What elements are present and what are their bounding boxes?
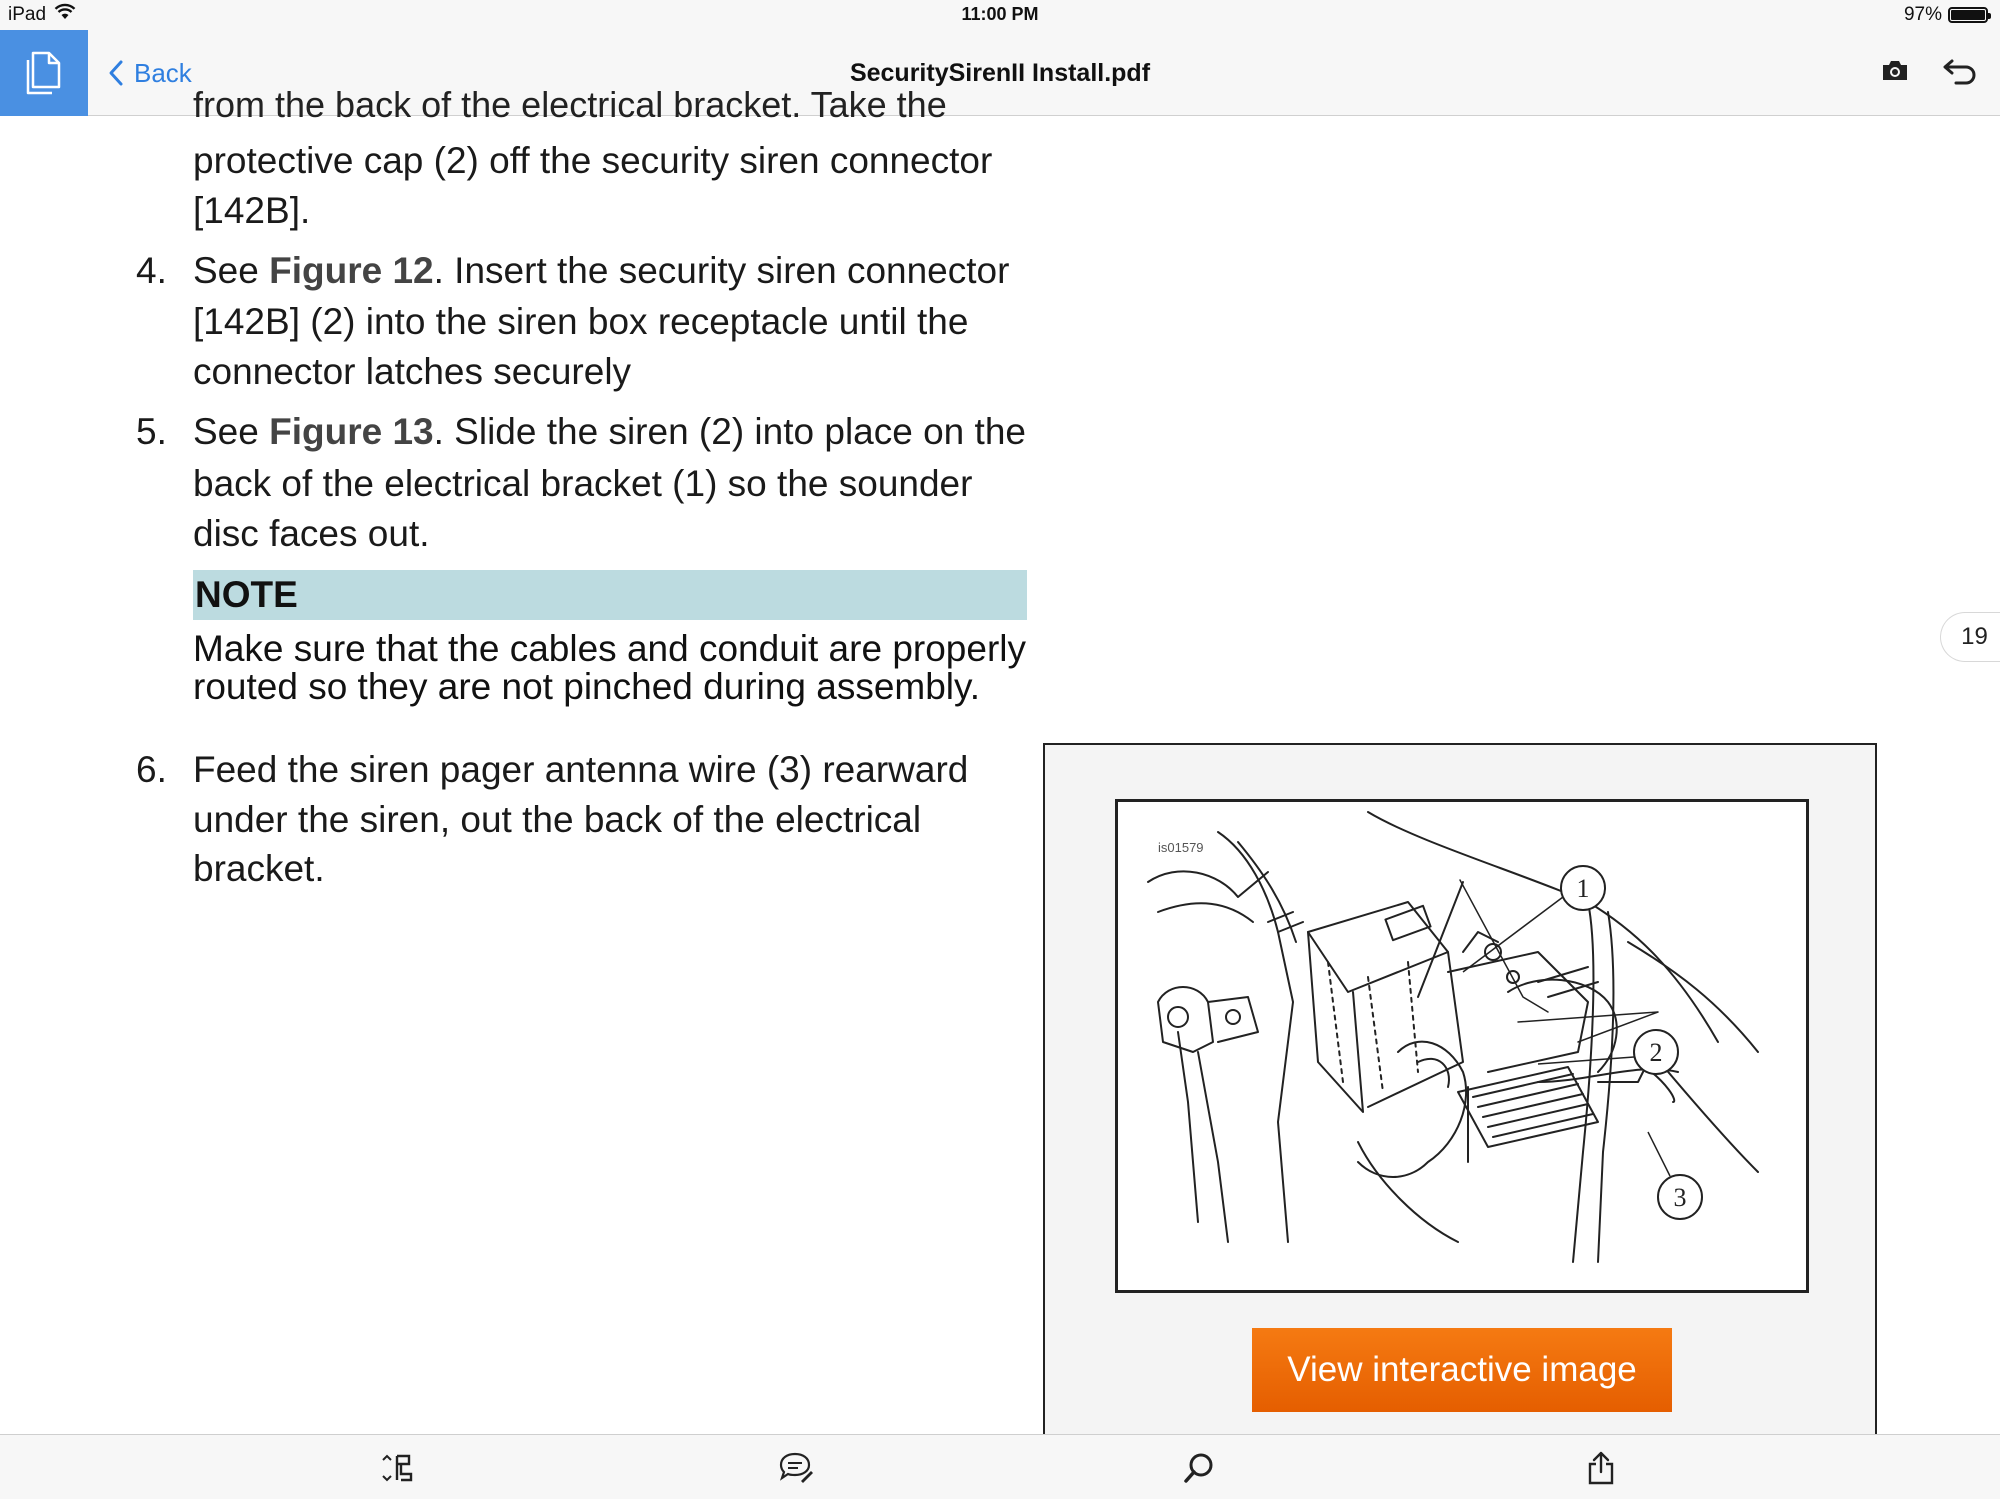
nav-actions bbox=[1880, 30, 1978, 116]
step-4-line-1 bbox=[193, 246, 1009, 296]
share-icon[interactable] bbox=[1578, 1445, 1624, 1491]
status-right bbox=[1904, 4, 1988, 26]
page-number-indicator[interactable]: 19 bbox=[1940, 612, 2000, 662]
status-time: 11:00 PM bbox=[961, 4, 1039, 24]
callout-2 bbox=[1634, 1030, 1678, 1074]
figure-illustration[interactable] bbox=[1115, 799, 1809, 1293]
note-heading: NOTE bbox=[193, 570, 1027, 620]
documents-button[interactable] bbox=[0, 30, 88, 116]
status-bar bbox=[0, 0, 2000, 30]
back-label: Back bbox=[134, 57, 192, 88]
figure-reference[interactable]: Figure 13 bbox=[269, 411, 434, 452]
step-6-line-3: bracket. bbox=[193, 848, 325, 889]
paragraph-line: protective cap (2) off the security siren connector bbox=[193, 140, 993, 181]
note-line: routed so they are not pinched during assembly. bbox=[193, 666, 981, 707]
figure-id-label: is01579 bbox=[1158, 840, 1204, 855]
step-number: 6. bbox=[136, 749, 167, 790]
see-text: See bbox=[193, 250, 270, 291]
document-title: SecuritySirenII Install.pdf bbox=[849, 59, 1151, 87]
step-4-line-3: connector latches securely bbox=[193, 351, 632, 392]
step-6-line-2: under the siren, out the back of the electrical bbox=[193, 799, 922, 840]
callout-label: 3 bbox=[1673, 1183, 1687, 1212]
callout-1 bbox=[1561, 866, 1605, 910]
bottom-toolbar bbox=[0, 1434, 2000, 1499]
callout-label: 1 bbox=[1576, 874, 1590, 903]
siren-installation-drawing bbox=[1118, 802, 1806, 1290]
step-6-line-1: Feed the siren pager antenna wire (3) rearward bbox=[193, 749, 969, 790]
search-icon[interactable] bbox=[1176, 1445, 1222, 1491]
pdf-page[interactable] bbox=[0, 84, 2000, 1434]
callout-3 bbox=[1658, 1175, 1702, 1219]
outline-icon[interactable] bbox=[374, 1445, 420, 1491]
battery-percent: 97% bbox=[1903, 4, 1942, 25]
step-5-line-1 bbox=[193, 407, 1026, 457]
step-number: 5. bbox=[136, 411, 167, 452]
figure-panel bbox=[1043, 743, 1877, 1463]
see-text: See bbox=[193, 411, 270, 452]
back-button[interactable] bbox=[108, 30, 192, 116]
callout-label: 2 bbox=[1649, 1038, 1663, 1067]
camera-icon[interactable] bbox=[1880, 59, 1910, 88]
note-line: Make sure that the cables and conduit are properly bbox=[193, 628, 1026, 669]
step-5-line-2: back of the electrical bracket (1) so the sounder bbox=[193, 463, 973, 504]
view-interactive-image-button[interactable]: View interactive image bbox=[1252, 1328, 1672, 1412]
figure-reference[interactable]: Figure 12 bbox=[269, 250, 434, 291]
annotate-icon[interactable] bbox=[773, 1445, 819, 1491]
note-body bbox=[193, 630, 1033, 706]
device-label: iPad bbox=[8, 4, 47, 25]
chevron-left-icon bbox=[108, 60, 124, 86]
step-text: . Slide the siren (2) into place on the bbox=[433, 411, 1026, 452]
undo-icon[interactable] bbox=[1942, 57, 1978, 90]
step-text: . Insert the security siren connector bbox=[433, 250, 1010, 291]
battery-icon bbox=[1948, 7, 1988, 23]
documents-icon bbox=[25, 51, 63, 95]
paragraph-line: [142B]. bbox=[193, 190, 311, 231]
step-4-line-2: [142B] (2) into the siren box receptacle until the bbox=[193, 301, 969, 342]
step-5-line-3: disc faces out. bbox=[193, 513, 430, 554]
step-number: 4. bbox=[136, 250, 167, 291]
clipped-text-line: from the back of the electrical bracket. Take the bbox=[193, 84, 947, 125]
